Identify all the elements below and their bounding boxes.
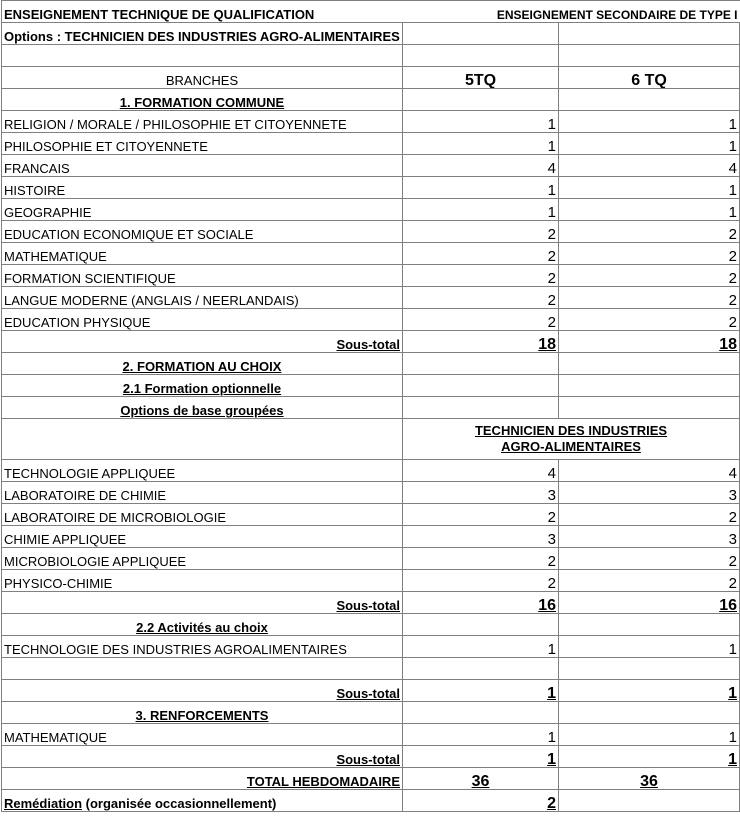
branches-header: BRANCHES [2, 67, 403, 89]
subtotal-row [2, 680, 740, 702]
subject-name: RELIGION / MORALE / PHILOSOPHIE ET CITOYENNETE [2, 111, 403, 133]
hours-6tq: 4 [559, 155, 740, 177]
hours-6tq: 1 [559, 199, 740, 221]
grid-table [1, 0, 740, 812]
subtotal-row [2, 331, 740, 353]
table-row [2, 526, 740, 548]
section2-rows [2, 460, 740, 592]
subtotal-label: Sous-total [2, 592, 403, 614]
section1-rows [2, 111, 740, 331]
hours-6tq: 1 [559, 111, 740, 133]
empty-cell [403, 375, 559, 397]
subtotal-6: 1 [559, 746, 740, 768]
empty-cell [403, 353, 559, 375]
totals [2, 746, 740, 812]
total-6: 36 [559, 768, 740, 790]
grid-body [2, 1, 740, 111]
subject-name: MATHEMATIQUE [2, 243, 403, 265]
hours-5tq: 1 [403, 133, 559, 155]
empty-cell [559, 790, 740, 812]
hours-5tq: 1 [403, 724, 559, 746]
section-title-row [2, 89, 740, 111]
table-row [2, 111, 740, 133]
option-heading-row [2, 419, 740, 460]
hours-6tq: 2 [559, 287, 740, 309]
subsection-title-row [2, 397, 740, 419]
table-row [2, 133, 740, 155]
remediation-5: 2 [403, 790, 559, 812]
subtotal-row [2, 746, 740, 768]
hours-6tq: 2 [559, 221, 740, 243]
subject-name: CHIMIE APPLIQUEE [2, 526, 403, 548]
hours-5tq: 2 [403, 243, 559, 265]
subject-name: PHYSICO-CHIMIE [2, 570, 403, 592]
total-5: 36 [403, 768, 559, 790]
empty-cell [403, 702, 559, 724]
empty-cell [559, 353, 740, 375]
table-row [2, 199, 740, 221]
subtotal-label: Sous-total [2, 680, 403, 702]
hours-5tq: 1 [403, 111, 559, 133]
hours-5tq: 1 [403, 177, 559, 199]
subject-name: FORMATION SCIENTIFIQUE [2, 265, 403, 287]
table-row [2, 177, 740, 199]
hours-5tq: 4 [403, 460, 559, 482]
subject-name: EDUCATION ECONOMIQUE ET SOCIALE [2, 221, 403, 243]
empty-cell [559, 397, 740, 419]
section3-head [2, 658, 740, 724]
subject-name: LABORATOIRE DE MICROBIOLOGIE [2, 504, 403, 526]
empty-cell [559, 89, 740, 111]
empty-cell [559, 375, 740, 397]
spacer-row [2, 658, 740, 680]
table-row [2, 570, 740, 592]
empty-cell [403, 658, 559, 680]
subject-name: TECHNOLOGIE DES INDUSTRIES AGROALIMENTAIRES [2, 636, 403, 658]
hours-6tq: 1 [559, 133, 740, 155]
subject-name: MICROBIOLOGIE APPLIQUEE [2, 548, 403, 570]
option-heading-line2: AGRO-ALIMENTAIRES [501, 439, 641, 454]
total-label: TOTAL HEBDOMADAIRE [2, 768, 403, 790]
subtotal-6: 16 [559, 592, 740, 614]
subtotal-5: 16 [403, 592, 559, 614]
subject-name: LANGUE MODERNE (ANGLAIS / NEERLANDAIS) [2, 287, 403, 309]
table-row [2, 548, 740, 570]
subject-name: MATHEMATIQUE [2, 724, 403, 746]
option-heading-line1: TECHNICIEN DES INDUSTRIES [474, 423, 668, 438]
subject-name: FRANCAIS [2, 155, 403, 177]
subtotal-5: 1 [403, 680, 559, 702]
section-title-row [2, 353, 740, 375]
hours-6tq: 1 [559, 177, 740, 199]
hours-6tq: 2 [559, 265, 740, 287]
empty-cell [559, 658, 740, 680]
hours-6tq: 2 [559, 548, 740, 570]
hours-6tq: 1 [559, 636, 740, 658]
table-row [2, 724, 740, 746]
table-row [2, 482, 740, 504]
empty-cell [559, 702, 740, 724]
hours-6tq: 2 [559, 309, 740, 331]
subsection-title-row [2, 375, 740, 397]
section2-sub1b: Options de base groupées [2, 397, 403, 419]
table-row [2, 287, 740, 309]
remediation-label: Remédiation [4, 796, 83, 811]
hours-6tq: 4 [559, 460, 740, 482]
year5-header: 5TQ [403, 67, 559, 89]
table-row [2, 155, 740, 177]
hours-5tq: 2 [403, 287, 559, 309]
section2-head [2, 331, 740, 460]
hours-5tq: 2 [403, 504, 559, 526]
empty-cell [403, 45, 559, 67]
subtotal-6: 1 [559, 680, 740, 702]
empty-cell [559, 614, 740, 636]
column-header-row [2, 67, 740, 89]
section2-sub2: 2.2 Activités au choix [2, 614, 403, 636]
hours-5tq: 2 [403, 548, 559, 570]
empty-cell [403, 614, 559, 636]
subject-name: HISTOIRE [2, 177, 403, 199]
subject-name: LABORATOIRE DE CHIMIE [2, 482, 403, 504]
hours-5tq: 1 [403, 636, 559, 658]
hours-5tq: 4 [403, 155, 559, 177]
hours-6tq: 3 [559, 526, 740, 548]
table-row [2, 460, 740, 482]
options-row [2, 23, 740, 45]
table-row [2, 243, 740, 265]
empty-cell [403, 397, 559, 419]
hours-6tq: 3 [559, 482, 740, 504]
table-row [2, 309, 740, 331]
section3-title: 3. RENFORCEMENTS [2, 702, 403, 724]
hours-6tq: 2 [559, 243, 740, 265]
hours-5tq: 1 [403, 199, 559, 221]
subtotal-5: 1 [403, 746, 559, 768]
total-row [2, 768, 740, 790]
empty-cell [403, 23, 559, 45]
section2-sub1: 2.1 Formation optionnelle [2, 375, 403, 397]
subtotal-label: Sous-total [2, 746, 403, 768]
empty-cell [2, 45, 403, 67]
option-heading [403, 419, 740, 460]
remediation-note: (organisée occasionnellement) [82, 796, 277, 811]
hours-5tq: 2 [403, 309, 559, 331]
empty-cell [2, 419, 403, 460]
section2-tail [2, 592, 740, 636]
subject-name: EDUCATION PHYSIQUE [2, 309, 403, 331]
empty-cell [559, 45, 740, 67]
hours-6tq: 1 [559, 724, 740, 746]
hours-5tq: 2 [403, 265, 559, 287]
section3-rows [2, 724, 740, 746]
section2-title: 2. FORMATION AU CHOIX [2, 353, 403, 375]
header-title: ENSEIGNEMENT TECHNIQUE DE QUALIFICATION [2, 1, 403, 23]
table-row [2, 504, 740, 526]
subtotal-row [2, 592, 740, 614]
empty-cell [559, 23, 740, 45]
remediation-row [2, 790, 740, 812]
subject-name: GEOGRAPHIE [2, 199, 403, 221]
empty-cell [2, 658, 403, 680]
header-row [2, 1, 740, 23]
subtotal-label: Sous-total [2, 331, 403, 353]
spacer-row [2, 45, 740, 67]
table-row [2, 265, 740, 287]
subject-name: TECHNOLOGIE APPLIQUEE [2, 460, 403, 482]
hours-5tq: 2 [403, 221, 559, 243]
subsection-title-row [2, 614, 740, 636]
subtotal-6: 18 [559, 331, 740, 353]
empty-cell [403, 89, 559, 111]
subject-name: PHILOSOPHIE ET CITOYENNETE [2, 133, 403, 155]
hours-5tq: 3 [403, 482, 559, 504]
hours-6tq: 2 [559, 504, 740, 526]
options-label: Options : TECHNICIEN DES INDUSTRIES AGRO-ALIMENTAIRES [2, 23, 403, 45]
hours-6tq: 2 [559, 570, 740, 592]
section-title-row [2, 702, 740, 724]
activities-rows [2, 636, 740, 658]
subtotal-5: 18 [403, 331, 559, 353]
table-row [2, 221, 740, 243]
header-type: ENSEIGNEMENT SECONDAIRE DE TYPE I [403, 1, 740, 23]
remediation-cell [2, 790, 403, 812]
hours-5tq: 2 [403, 570, 559, 592]
hours-5tq: 3 [403, 526, 559, 548]
section1-title: 1. FORMATION COMMUNE [2, 89, 403, 111]
table-row [2, 636, 740, 658]
year6-header: 6 TQ [559, 67, 740, 89]
